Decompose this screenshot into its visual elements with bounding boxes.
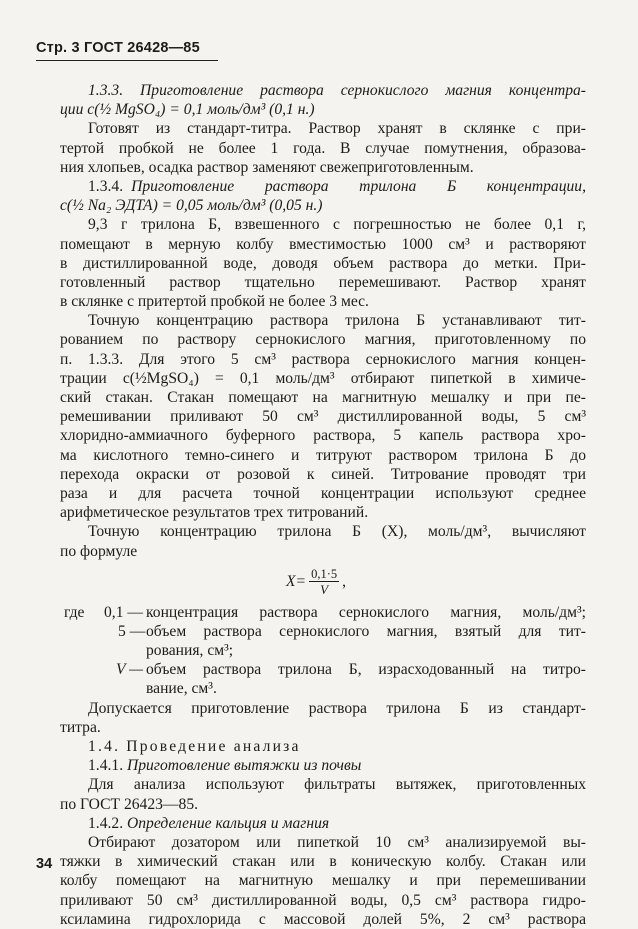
paragraph-line: ский стакан. Стакан помещают на магнитную мешалку и при пе- [60,389,586,406]
paragraph-line: Для анализа используют фильтраты вытяжек, приготовленных [88,776,586,794]
paragraph-line: Допускается приготовление раствора трилона Б из стандарт- [88,699,586,717]
paragraph-line: Точную концентрацию трилона Б (X), моль/дм³, вычисляют [88,523,586,541]
legend-row [60,603,586,622]
paragraph-line: тертой пробкой не более 1 года. В случае помутнения, образова- [60,139,586,157]
paragraph-line: ния хлопьев, осадка раствор заменяют свежеприготовленным. [60,158,474,176]
paragraph-line: титра. [60,718,101,736]
paragraph-line: тяжки в химический стакан или в коническую колбу. Стакан или [60,853,586,871]
paragraph-line: готовленный раствор тщательно перемешивают. Раствор хранят [60,273,586,291]
legend-description: вание, см³. [146,680,217,698]
legend-symbol: V — [116,661,144,679]
section-number: 1.3.4. [88,177,124,195]
page-number: 34 [36,856,53,872]
legend-row [60,660,586,679]
section-heading-1-3-4-cont: c(½ Na₂ ЭДТА) = 0,05 моль/дм³ (0,05 н.) [60,197,323,215]
paragraph-line: Отбирают дозатором или пипеткой 10 см³ анализируемой вы- [88,833,586,851]
paragraph-line: хлоридно-аммиачного буферного раствора, 5 капель раствора хро- [60,427,586,445]
section-title: Определение кальция и магния [127,814,330,832]
legend-symbol: 5 — [118,622,146,640]
paragraph-line: колбу помещают на магнитную мешалку и при перемешивании [60,872,586,890]
legend-row [60,641,586,660]
paragraph-line: Готовят из стандарт-титра. Раствор хранят в склянке с при- [88,120,586,138]
paragraph-line: раза и для расчета точной концентрации используют среднее [60,484,586,502]
section-heading-1-3-3: 1.3.3. Приготовление раствора сернокислого магния концентра- [88,82,586,99]
paragraph-line: в дистиллированной воде, доводя объем раствора до метки. При- [60,254,586,272]
paragraph-line: ремешивании приливают 50 см³ дистиллированной воды, 5 см³ [60,408,586,426]
paragraph-line: 9,3 г трилона Б, взвешенного с погрешностью не более 0,1 г, [88,216,586,234]
paragraph-line: приливают 50 см³ дистиллированной воды, 0,5 см³ раствора гидро- [60,891,586,909]
paragraph-line: по ГОСТ 26423—85. [60,795,199,813]
formula-tail: , [342,572,347,590]
paragraph-line: п. 1.3.3. Для этого 5 см³ раствора сернокислого магния концен- [60,350,586,368]
paragraph-line: ксиламина гидрохлорида с массовой долей 5%, 2 см³ раствора [60,910,586,928]
section-heading-1-4-1 [60,756,586,775]
legend-symbol: 0,1 — [104,603,143,621]
legend-lead: где [64,603,85,621]
section-title: Приготовление вытяжки из почвы [127,757,362,775]
page-header: Стр. 3 ГОСТ 26428—85 [36,40,200,56]
section-number: 1.4.2. [88,814,124,832]
legend-description: рования, см³; [146,642,234,660]
page-body [60,81,586,929]
section-heading-1-4: 1.4. Проведение анализа [88,738,301,755]
paragraph-line: по формуле [60,542,138,560]
legend-row [60,622,586,641]
formula-lhs: X= [286,572,307,590]
section-number: 1.4.1. [88,757,124,775]
paragraph-line: ма кислотного темно-синего и титруют раствором трилона Б до [60,446,586,464]
paragraph-line: Точную концентрацию раствора трилона Б устанавливают тит- [88,312,586,330]
formula [286,567,346,597]
legend-description: объем раствора трилона Б, израсходованный на титро- [146,661,586,679]
formula-fraction [309,567,339,597]
legend-description: концентрация раствора сернокислого магния, моль/дм³; [146,603,586,621]
formula-block [60,561,586,603]
paragraph-line: помещают в мерную колбу вместимостью 1000 см³ и растворяют [60,235,586,253]
legend-row [60,679,586,698]
section-title: Приготовление раствора трилона Б концентрации, [131,177,586,195]
section-heading-1-3-4 [60,177,586,196]
paragraph-line: трации c(½MgSO₄) = 0,1 моль/дм³ отбирают пипеткой в химиче- [60,369,586,387]
header-rule [36,60,218,61]
formula-denominator: V [320,581,329,597]
paragraph-line: арифметическое результатов трех титрований. [60,504,369,522]
formula-numerator: 0,1·5 [311,566,338,581]
paragraph-line: перехода окраски от розовой к синей. Титрование проводят три [60,465,586,483]
paragraph-line: рованием по раствору сернокислого магния, приготовленному по [60,331,586,349]
section-heading-1-3-3-cont: ции c(½ MgSO₄) = 0,1 моль/дм³ (0,1 н.) [60,101,315,119]
legend-description: объем раствора сернокислого магния, взятый для тит- [146,622,586,640]
section-heading-1-4-2 [60,814,586,833]
paragraph-line: в склянке с притертой пробкой не более 3 мес. [60,293,369,311]
